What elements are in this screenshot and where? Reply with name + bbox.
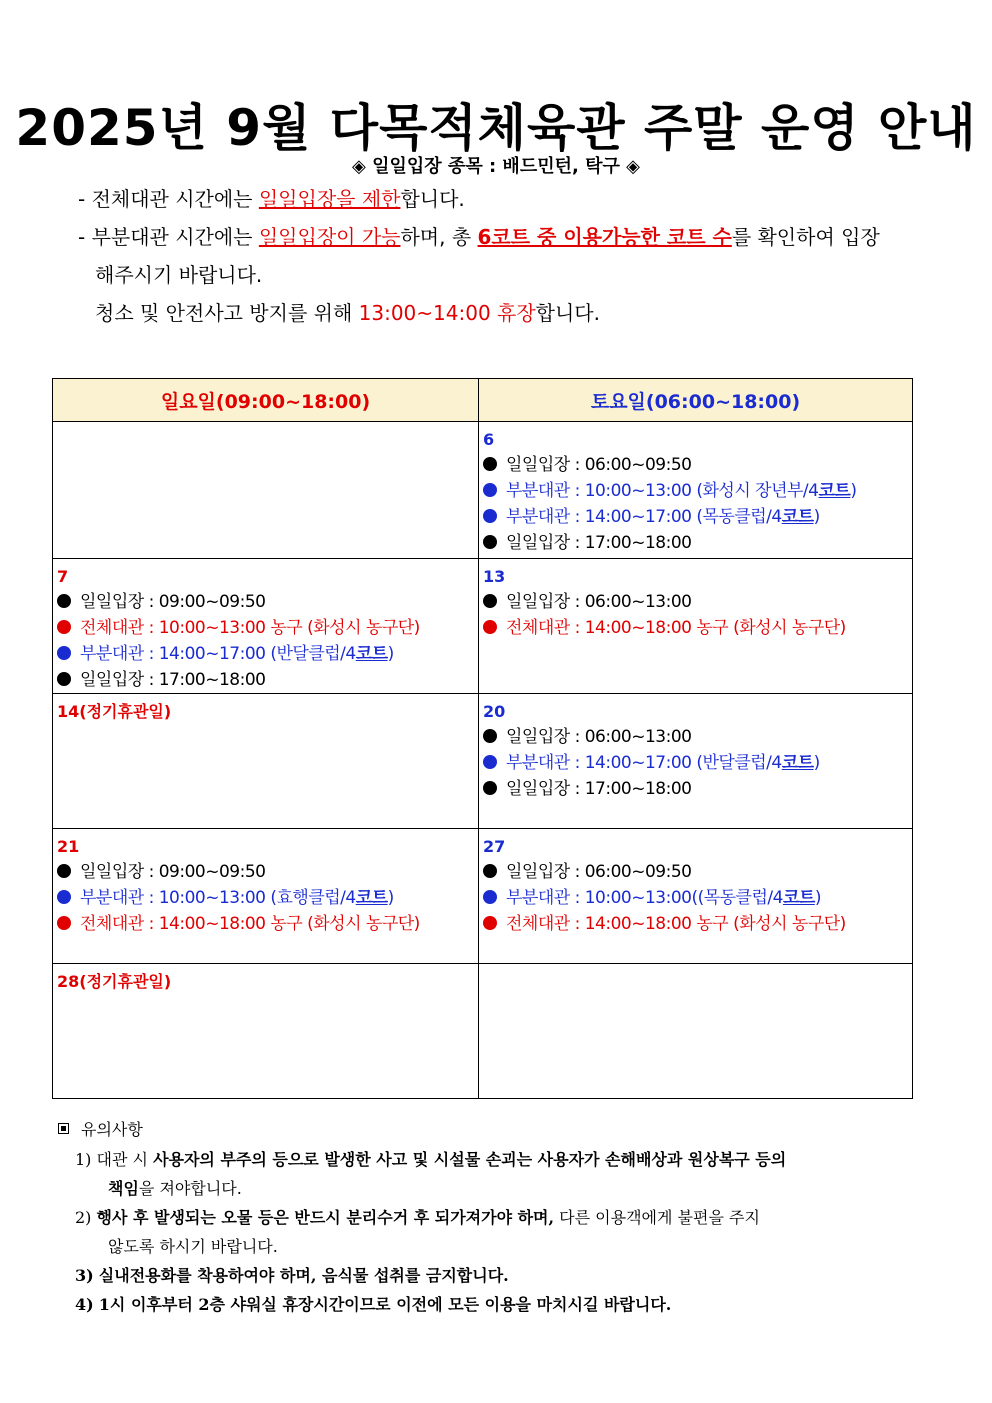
- entry-text: 부분대관 : 14:00~17:00 (반달클럽/4: [506, 753, 782, 773]
- checkbox-square-icon: [58, 1123, 69, 1134]
- intro-closed-label: 휴장: [497, 301, 536, 325]
- schedule-entry: [483, 724, 908, 750]
- schedule-entry: [483, 750, 908, 776]
- black-dot-icon: [57, 864, 71, 878]
- black-dot-icon: [483, 729, 497, 743]
- day-label: 7: [57, 567, 69, 586]
- header-saturday: 토요일(06:00~18:00): [479, 379, 913, 422]
- entry-close-paren: ): [814, 888, 821, 908]
- note-item: [75, 1261, 955, 1290]
- schedule-entry: [57, 667, 474, 693]
- subtitle-sports: ◈ 일일입장 종목 : 배드민턴, 탁구 ◈: [352, 156, 640, 177]
- note-text-bold: 사용자의 부주의 등으로 발생한 사고 및 시설물 손괴는 사용자가 손해배상과 원상복구 등의: [153, 1150, 787, 1169]
- note-number: 2): [75, 1208, 92, 1227]
- note-text: 대관 시: [96, 1150, 154, 1169]
- schedule-entry: [483, 911, 908, 937]
- entry-text: 부분대관 : 10:00~13:00((목동클럽/4: [506, 888, 783, 908]
- table-row: [53, 829, 913, 964]
- day-label: 14(정기휴관일): [57, 702, 172, 721]
- sunday-cell: [53, 829, 479, 964]
- schedule-entry: [483, 885, 908, 911]
- black-dot-icon: [57, 672, 71, 686]
- entry-close-paren: ): [850, 481, 857, 501]
- sunday-cell: [53, 559, 479, 694]
- note-text: 않도록 하시기 바랍니다.: [108, 1237, 278, 1256]
- day-label: 13: [483, 567, 506, 586]
- intro-line-1: [78, 180, 958, 218]
- entry-text: 일일입장 : 17:00~18:00: [506, 779, 692, 799]
- blue-dot-icon: [483, 890, 497, 904]
- sunday-cell: [53, 422, 479, 559]
- saturday-cell: [479, 422, 913, 559]
- entry-text: 전체대관 : 10:00~13:00 농구 (화성시 농구단): [80, 618, 420, 638]
- saturday-cell: [479, 559, 913, 694]
- schedule-entry: [483, 615, 908, 641]
- schedule-entry: [483, 776, 908, 802]
- entry-close-paren: ): [813, 753, 820, 773]
- red-dot-icon: [483, 916, 497, 930]
- blue-dot-icon: [483, 483, 497, 497]
- blue-dot-icon: [483, 755, 497, 769]
- saturday-cell: [479, 964, 913, 1099]
- note-text-bold: 행사 후 발생되는 오물 등은 반드시 분리수거 후 되가져가야 하며,: [96, 1208, 555, 1227]
- schedule-entry: [57, 885, 474, 911]
- entry-text: 일일입장 : 09:00~09:50: [80, 862, 266, 882]
- intro-text: 해주시기 바랍니다.: [95, 263, 263, 287]
- note-number: 1): [75, 1150, 92, 1169]
- intro-line-4: [95, 294, 975, 332]
- entry-court: 코트: [781, 507, 814, 527]
- note-text-bold: 1시 이후부터 2층 샤워실 휴장시간이므로 이전에 모든 이용을 마치시길 바랍니다.: [98, 1295, 672, 1314]
- entry-text: 전체대관 : 14:00~18:00 농구 (화성시 농구단): [506, 914, 846, 934]
- note-text: 다른 이용객에게 불편을 주지: [554, 1208, 760, 1227]
- intro-highlight: 6코트 중 이용가능한 코트 수: [477, 225, 732, 249]
- table-row: [53, 559, 913, 694]
- note-item: [75, 1290, 955, 1319]
- note-number: 4): [75, 1295, 94, 1314]
- note-number: 3): [75, 1266, 94, 1285]
- note-item: [75, 1145, 955, 1203]
- schedule-entry: [57, 911, 474, 937]
- entry-text: 부분대관 : 10:00~13:00 (화성시 장년부/4: [506, 481, 819, 501]
- schedule-entry: [483, 478, 908, 504]
- day-label: 20: [483, 702, 506, 721]
- day-label: 28(정기휴관일): [57, 972, 172, 991]
- black-dot-icon: [483, 535, 497, 549]
- schedule-entry: [483, 859, 908, 885]
- entry-text: 일일입장 : 06:00~13:00: [506, 592, 692, 612]
- schedule-entry: [57, 615, 474, 641]
- intro-highlight: 일일입장을 제한: [258, 187, 401, 211]
- entry-close-paren: ): [387, 644, 394, 664]
- sunday-cell: [53, 694, 479, 829]
- entry-text: 전체대관 : 14:00~18:00 농구 (화성시 농구단): [80, 914, 420, 934]
- sunday-cell: [53, 964, 479, 1099]
- schedule-table: [52, 378, 913, 1099]
- note-text-bold: 실내전용화를 착용하여야 하며, 음식물 섭취를 금지합니다.: [98, 1266, 509, 1285]
- entry-close-paren: ): [813, 507, 820, 527]
- day-label: 21: [57, 837, 80, 856]
- blue-dot-icon: [483, 509, 497, 523]
- intro-text: 를 확인하여 입장: [731, 225, 880, 249]
- schedule-entry: [57, 589, 474, 615]
- red-dot-icon: [57, 620, 71, 634]
- day-label: 6: [483, 430, 495, 449]
- notes-heading: 유의사항: [81, 1120, 143, 1139]
- red-dot-icon: [57, 916, 71, 930]
- day-label: 27: [483, 837, 506, 856]
- intro-line-3: [95, 256, 975, 294]
- intro-highlight: 일일입장이 가능: [258, 225, 401, 249]
- notes-section: [55, 1118, 955, 1319]
- entry-text: 일일입장 : 06:00~09:50: [506, 862, 692, 882]
- entry-text: 부분대관 : 14:00~17:00 (목동클럽/4: [506, 507, 782, 527]
- schedule-entry: [57, 859, 474, 885]
- entry-text: 일일입장 : 06:00~13:00: [506, 727, 692, 747]
- table-row: [53, 964, 913, 1099]
- entry-court: 코트: [355, 644, 388, 664]
- black-dot-icon: [483, 864, 497, 878]
- intro-text: 하며, 총: [400, 225, 478, 249]
- schedule-entry: [483, 452, 908, 478]
- schedule-entry: [483, 530, 908, 556]
- intro-text: - 전체대관 시간에는: [78, 187, 259, 211]
- schedule-entry: [483, 504, 908, 530]
- schedule-body: [53, 422, 913, 1099]
- entry-court: 코트: [818, 481, 851, 501]
- intro-text: 합니다.: [400, 187, 465, 211]
- entry-text: 전체대관 : 14:00~18:00 농구 (화성시 농구단): [506, 618, 846, 638]
- entry-court: 코트: [781, 753, 814, 773]
- black-dot-icon: [483, 781, 497, 795]
- black-dot-icon: [483, 594, 497, 608]
- entry-court: 코트: [355, 888, 388, 908]
- header-sunday: 일요일(09:00~18:00): [53, 379, 479, 422]
- intro-line-2: [78, 218, 958, 256]
- note-text: 을 져야합니다.: [138, 1179, 242, 1198]
- entry-text: 일일입장 : 17:00~18:00: [80, 670, 266, 690]
- intro-text: 합니다.: [535, 301, 600, 325]
- entry-close-paren: ): [387, 888, 394, 908]
- black-dot-icon: [483, 457, 497, 471]
- blue-dot-icon: [57, 890, 71, 904]
- schedule-entry: [483, 589, 908, 615]
- page-title: 2025년 9월 다목적체육관 주말 운영 안내: [15, 99, 977, 157]
- intro-text: 청소 및 안전사고 방지를 위해: [95, 301, 359, 325]
- entry-text: 일일입장 : 06:00~09:50: [506, 455, 692, 475]
- entry-text: 부분대관 : 14:00~17:00 (반달클럽/4: [80, 644, 356, 664]
- black-dot-icon: [57, 594, 71, 608]
- table-row: [53, 694, 913, 829]
- saturday-cell: [479, 829, 913, 964]
- note-text-bold: 책임: [108, 1179, 139, 1198]
- entry-text: 일일입장 : 09:00~09:50: [80, 592, 266, 612]
- entry-court: 코트: [782, 888, 815, 908]
- blue-dot-icon: [57, 646, 71, 660]
- schedule-entry: [57, 641, 474, 667]
- red-dot-icon: [483, 620, 497, 634]
- entry-text: 부분대관 : 10:00~13:00 (효행클럽/4: [80, 888, 356, 908]
- note-item: [75, 1203, 955, 1261]
- entry-text: 일일입장 : 17:00~18:00: [506, 533, 692, 553]
- saturday-cell: [479, 694, 913, 829]
- intro-text: - 부분대관 시간에는: [78, 225, 259, 249]
- table-row: [53, 422, 913, 559]
- intro-closed-time: 13:00~14:00: [358, 301, 491, 325]
